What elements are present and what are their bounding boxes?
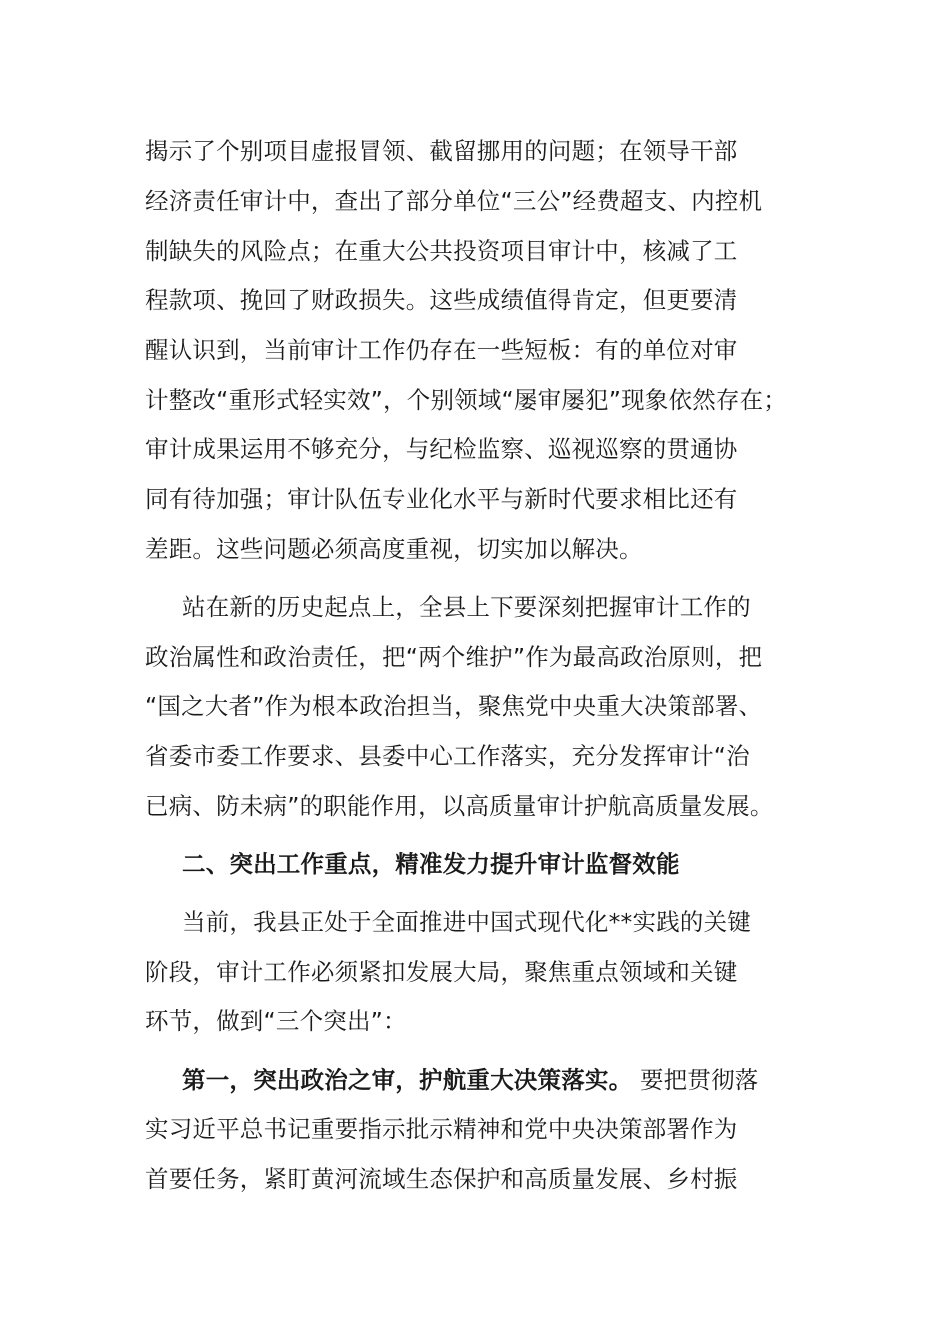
paragraph-line: 已病、防未病”的职能作用，以高质量审计护航高质量发展。 [145, 792, 774, 820]
paragraph-line: 制缺失的风险点；在重大公共投资项目审计中，核减了工 [145, 237, 738, 265]
paragraph-line: 程款项、挽回了财政损失。这些成绩值得肯定，但更要清 [145, 286, 738, 314]
paragraph-line: “国之大者”作为根本政治担当，聚焦党中央重大决策部署、 [145, 692, 763, 720]
paragraph-line: 首要任务，紧盯黄河流域生态保护和高质量发展、乡村振 [145, 1165, 738, 1193]
paragraph-line [182, 1063, 758, 1097]
paragraph-line: 审计成果运用不够充分，与纪检监察、巡视巡察的贯通协 [145, 435, 738, 463]
paragraph-line: 经济责任审计中，查出了部分单位“三公”经费超支、内控机 [145, 187, 763, 215]
paragraph-line: 计整改“重形式轻实效”，个别领域“屡审屡犯”现象依然存在； [145, 386, 787, 414]
paragraph-text: 要把贯彻落 [639, 1066, 759, 1094]
paragraph-line: 环节，做到“三个突出”： [145, 1007, 407, 1035]
paragraph-lead: 第一，突出政治之审，护航重大决策落实。 [182, 1066, 633, 1094]
paragraph-line: 差距。这些问题必须高度重视，切实加以解决。 [145, 535, 643, 563]
paragraph-line: 站在新的历史起点上，全县上下要深刻把握审计工作的 [182, 593, 751, 621]
paragraph-line: 当前，我县正处于全面推进中国式现代化**实践的关键 [182, 908, 751, 936]
paragraph-line: 实习近平总书记重要指示批示精神和党中央决策部署作为 [145, 1115, 738, 1143]
paragraph-line: 同有待加强；审计队伍专业化水平与新时代要求相比还有 [145, 485, 738, 513]
paragraph-line: 揭示了个别项目虚报冒领、截留挪用的问题；在领导干部 [145, 137, 738, 165]
paragraph-line: 阶段，审计工作必须紧扣发展大局，聚焦重点领域和关键 [145, 958, 738, 986]
paragraph-line: 醒认识到，当前审计工作仍存在一些短板：有的单位对审 [145, 336, 738, 364]
paragraph-line: 省委市委工作要求、县委中心工作落实，充分发挥审计“治 [145, 742, 750, 770]
paragraph-line: 政治属性和政治责任，把“两个维护”作为最高政治原则，把 [145, 643, 763, 671]
section-heading: 二、突出工作重点，精准发力提升审计监督效能 [182, 850, 680, 878]
